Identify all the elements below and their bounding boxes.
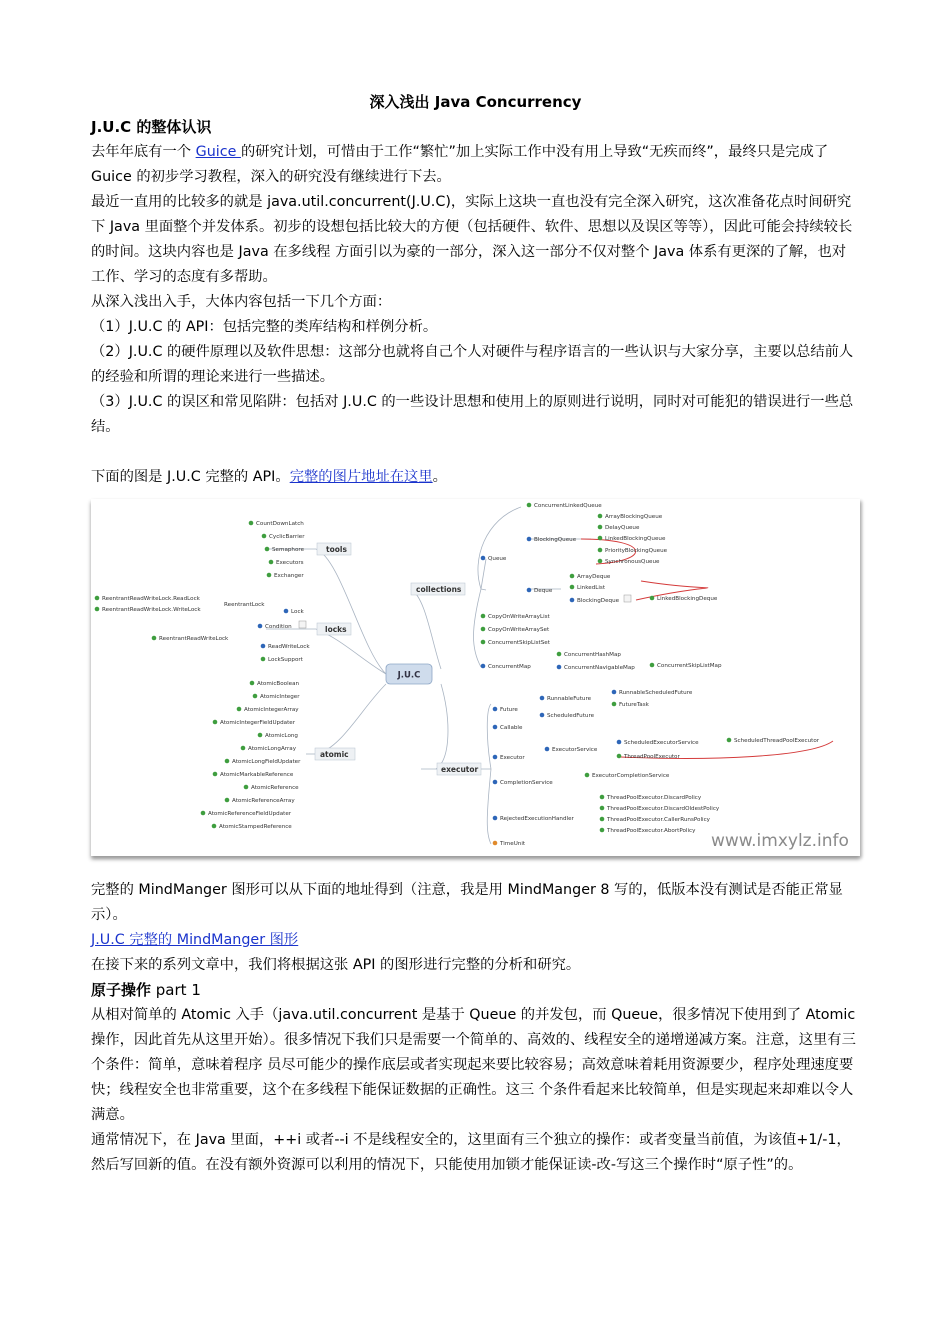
node-rejectedexecutionhandler: RejectedExecutionHandler: [500, 816, 574, 822]
node-dot: [258, 733, 263, 738]
spacer: [91, 440, 860, 465]
node-dot: [600, 806, 605, 811]
node-dot: [481, 664, 486, 669]
tools-items: [249, 521, 306, 579]
paragraph-guice: [91, 140, 860, 190]
node-priorityblockingqueue: PriorityBlockingQueue: [605, 548, 668, 554]
node-scheduledfuture: ScheduledFuture: [547, 713, 595, 719]
node-dot: [225, 759, 230, 764]
node-discardpolicy: ThreadPoolExecutor.DiscardPolicy: [607, 795, 702, 801]
node-scheduledexecutorservice: ScheduledExecutorService: [624, 740, 699, 746]
paragraph-outline: 从深入浅出入手，大体内容包括一下几个方面：: [91, 294, 392, 310]
node-executorservice: ExecutorService: [552, 747, 598, 753]
node-dot: [598, 559, 603, 564]
paragraph-atomic-intro: 从相对简单的 Atomic 入手（java.util.concurrent 是基于 Queue 的并发包，而 Queue，很多情况下使用到了 Atomic 操作，因此首先从这里开始）。很多情况下我们只是需要一个简单的、高效的、线程安全的递增递减方案。注意，这里有三个条件：简单，意味着程序 员尽可能少的操作底层或者实现起来要比较容易；高效意味着耗用资源要少，程序处理速度要快；线程安全也非常重要，这个在多线程下能保证数据的正确性。这三 个条件看起来比较简单，但是实现起来却难以令人满意。: [91, 1007, 856, 1123]
branch-collections: collections: [416, 585, 462, 594]
node-dot: [557, 665, 562, 670]
branch-tools: tools: [326, 545, 347, 554]
node-dot: [249, 521, 254, 526]
paragraph-text: 。: [432, 469, 447, 485]
node-dot: [481, 627, 486, 632]
branch-locks: locks: [325, 625, 347, 634]
node-delayqueue: DelayQueue: [605, 525, 640, 531]
node-atomicintegerarray: AtomicIntegerArray: [244, 707, 299, 713]
node-rrwl-writelock: ReentrantReadWriteLock.WriteLock: [102, 607, 201, 613]
mindmap-canvas: [91, 499, 860, 856]
mindmap-center: [386, 664, 432, 684]
node-condition: Condition: [265, 624, 292, 630]
watermark: www.imxylz.info: [711, 831, 849, 851]
node-dot: [213, 772, 218, 777]
node-dot: [600, 828, 605, 833]
node-dot: [481, 614, 486, 619]
doc-title: 深入浅出 Java Concurrency: [369, 93, 582, 111]
node-dot: [598, 536, 603, 541]
node-runnablefuture: RunnableFuture: [547, 696, 592, 702]
node-synchronousqueue: SynchronousQueue: [605, 559, 660, 565]
branch-atomic: atomic: [320, 750, 349, 759]
node-atomicinteger: AtomicInteger: [260, 694, 300, 700]
paragraph-mindmanager-link: [91, 928, 860, 953]
node-dot: [95, 607, 100, 612]
node-exchanger: Exchanger: [274, 573, 304, 579]
note-icon: [299, 621, 306, 628]
node-dot: [570, 598, 575, 603]
node-atomicintegerfieldupdater: AtomicIntegerFieldUpdater: [220, 720, 296, 726]
node-dot: [612, 702, 617, 707]
node-reentrantlock: ReentrantLock: [224, 602, 265, 608]
node-atomicreferencefieldupdater: AtomicReferenceFieldUpdater: [208, 811, 292, 817]
node-dot: [727, 738, 732, 743]
node-callerrunspolicy: ThreadPoolExecutor.CallerRunsPolicy: [607, 817, 710, 823]
executor-items: [493, 690, 820, 847]
node-dot: [284, 609, 289, 614]
node-dot: [570, 585, 575, 590]
node-concurrenthashmap: ConcurrentHashMap: [564, 652, 621, 658]
node-dot: [481, 556, 486, 561]
node-concurrentskiplistmap: ConcurrentSkipListMap: [657, 663, 722, 669]
node-dot: [598, 548, 603, 553]
node-dot: [527, 537, 532, 542]
paragraph-item-3: （3）J.U.C 的误区和常见陷阱：包括对 J.U.C 的一些设计思想和使用上的原则进行说明，同时对可能犯的错误进行一些总结。: [91, 394, 854, 435]
node-dot: [540, 713, 545, 718]
node-semaphore: Semaphore: [272, 547, 305, 553]
center-label: J.U.C: [397, 670, 421, 681]
node-concurrentskiplistset: ConcurrentSkipListSet: [488, 640, 550, 646]
node-arraydeque: ArrayDeque: [577, 574, 611, 580]
node-rrwl: ReentrantReadWriteLock: [159, 636, 229, 642]
node-dot: [265, 547, 270, 552]
node-runnablescheduledfuture: RunnableScheduledFuture: [619, 690, 693, 696]
node-dot: [493, 816, 498, 821]
node-dot: [261, 644, 266, 649]
paragraph-item-2: （2）J.U.C 的硬件原理以及软件思想：这部分也就将自己个人对硬件与程序语言的一些认识与大家分享，主要以总结前人的经验和所谓的理论来进行一些描述。: [91, 344, 854, 385]
node-concurrentnavigablemap: ConcurrentNavigableMap: [564, 665, 635, 671]
branch-executor: executor: [441, 765, 479, 774]
node-dot: [617, 740, 622, 745]
node-dot: [261, 657, 266, 662]
atomic-items: [201, 681, 301, 830]
node-dot: [650, 663, 655, 668]
node-dot: [253, 694, 258, 699]
node-scheduledthreadpoolexecutor: ScheduledThreadPoolExecutor: [734, 738, 820, 744]
node-atomiclongarray: AtomicLongArray: [248, 746, 297, 752]
locks-items: [95, 596, 311, 663]
node-copyonwritearrayset: CopyOnWriteArraySet: [488, 627, 550, 633]
node-dot: [244, 785, 249, 790]
section-heading-atomic: [91, 978, 860, 1003]
node-clq: ConcurrentLinkedQueue: [534, 503, 602, 509]
paragraph-intro: 最近一直用的比较多的就是 java.util.concurrent(J.U.C)，实际上这块一直也没有完全深入研究，这次准备花点时间研究下 Java 里面整个并发体系。初步的设想包括比较大的方便（包括硬件、软件、思想以及误区等等），因此可能会持续较长的时间。这块内容也是 Java 在多线程 方面引以为豪的一部分，深入这一部分不仅对整个 Java 体系有更深的了解，也对工作、学习的态度有多帮助。: [91, 194, 853, 285]
node-dot: [617, 754, 622, 759]
node-concurrentmap: ConcurrentMap: [488, 664, 531, 670]
node-dot: [493, 780, 498, 785]
node-arrayblockingqueue: ArrayBlockingQueue: [605, 514, 663, 520]
node-dot: [95, 596, 100, 601]
node-dot: [650, 596, 655, 601]
node-dot: [493, 755, 498, 760]
paragraph-series: 在接下来的系列文章中，我们将根据这张 API 的图形进行完整的分析和研究。: [91, 957, 581, 973]
node-dot: [225, 798, 230, 803]
node-dot: [612, 690, 617, 695]
node-dot: [258, 624, 263, 629]
node-blockingqueue: BlockingQueue: [534, 537, 577, 543]
node-rrwl-readlock: ReentrantReadWriteLock.ReadLock: [102, 596, 200, 602]
node-dot: [152, 636, 157, 641]
paragraph-text: 下面的图是 J.U.C 完整的 API。: [91, 469, 290, 485]
node-executor: Executor: [500, 755, 525, 761]
heading-bold: 原子操作: [91, 981, 152, 999]
node-abortpolicy: ThreadPoolExecutor.AbortPolicy: [607, 828, 696, 834]
node-dot: [527, 503, 532, 508]
node-atomiclong: AtomicLong: [265, 733, 298, 739]
section-heading-juc: J.U.C 的整体认识: [91, 118, 212, 136]
node-dot: [600, 795, 605, 800]
node-atomicmarkablereference: AtomicMarkableReference: [220, 772, 294, 778]
paragraph-text: 的研究计划，可惜由于工作“繁忙”加上实际工作中没有用上导致“无疾而终”，最终只是完成了 Guice 的初步学习教程，深入的研究没有继续进行下去。: [91, 144, 829, 185]
node-timeunit: TimeUnit: [500, 841, 526, 847]
node-countdownlatch: CountDownLatch: [256, 521, 304, 527]
node-dot: [493, 707, 498, 712]
node-dot: [600, 817, 605, 822]
node-dot: [213, 720, 218, 725]
paragraph-atomic-threadsafe: 通常情况下，在 Java 里面，++i 或者--i 不是线程安全的，这里面有三个独立的操作：或者变量当前值，为该值+1/-1，然后写回新的值。在没有额外资源可以利用的情况下，只能使用加锁才能保证读-改-写这三个操作时“原子性”的。: [91, 1132, 851, 1173]
node-dot: [267, 573, 272, 578]
node-dot: [540, 696, 545, 701]
node-completionservice: CompletionService: [500, 780, 553, 786]
node-deque: Deque: [534, 588, 553, 594]
node-dot: [598, 514, 603, 519]
node-copyonwritearraylist: CopyOnWriteArrayList: [488, 614, 550, 620]
node-dot: [598, 525, 603, 530]
node-cyclicbarrier: CyclicBarrier: [269, 534, 305, 540]
node-dot: [545, 747, 550, 752]
node-linkedblockingdeque: LinkedBlockingDeque: [657, 596, 718, 602]
node-linkedblockingqueue: LinkedBlockingQueue: [605, 536, 666, 542]
node-dot: [201, 811, 206, 816]
node-dot: [557, 652, 562, 657]
node-readwritelock: ReadWriteLock: [268, 644, 310, 650]
node-lock: Lock: [291, 609, 304, 615]
heading-part: part 1: [151, 981, 201, 999]
node-atomicboolean: AtomicBoolean: [257, 681, 300, 687]
node-dot: [585, 773, 590, 778]
node-threadpoolexecutor: ThreadPoolExecutor: [624, 754, 680, 760]
node-executors: Executors: [276, 560, 304, 566]
node-dot: [237, 707, 242, 712]
node-dot: [262, 534, 267, 539]
node-dot: [570, 574, 575, 579]
paragraph-mindmanager: 完整的 MindManger 图形可以从下面的地址得到（注意，我是用 MindManger 8 写的，低版本没有测试是否能正常显示）。: [91, 882, 843, 923]
mindmanager-link[interactable]: J.U.C 完整的 MindManger 图形: [91, 932, 299, 948]
juc-api-mindmap: [91, 499, 860, 856]
node-dot: [493, 841, 498, 846]
node-dot: [250, 681, 255, 686]
paragraph-item-1: （1）J.U.C 的 API：包括完整的类库结构和样例分析。: [91, 319, 438, 335]
node-dot: [212, 824, 217, 829]
node-linkedlist: LinkedList: [577, 585, 606, 591]
note-icon: [624, 595, 631, 602]
node-discardoldestpolicy: ThreadPoolExecutor.DiscardOldestPolicy: [607, 806, 720, 812]
full-image-link[interactable]: 完整的图片地址在这里: [289, 469, 433, 485]
node-queue: Queue: [488, 556, 507, 562]
node-future: Future: [500, 707, 518, 713]
node-callable: Callable: [500, 725, 523, 731]
node-atomicreference: AtomicReference: [251, 785, 299, 791]
node-executorcompletionservice: ExecutorCompletionService: [592, 773, 670, 779]
node-atomicreferencearray: AtomicReferenceArray: [232, 798, 295, 804]
node-dot: [481, 640, 486, 645]
node-dot: [493, 725, 498, 730]
node-atomicstampedreference: AtomicStampedReference: [219, 824, 292, 830]
paragraph-image-caption: [91, 465, 860, 490]
node-atomiclongfieldupdater: AtomicLongFieldUpdater: [232, 759, 301, 765]
document-page: [91, 90, 860, 1178]
paragraph-text: 去年年底有一个: [91, 144, 196, 160]
guice-link[interactable]: Guice: [195, 144, 241, 160]
node-dot: [527, 588, 532, 593]
node-futuretask: FutureTask: [619, 702, 649, 708]
node-dot: [241, 746, 246, 751]
node-locksupport: LockSupport: [268, 657, 303, 663]
node-dot: [269, 560, 274, 565]
node-blockingdeque: BlockingDeque: [577, 598, 620, 604]
